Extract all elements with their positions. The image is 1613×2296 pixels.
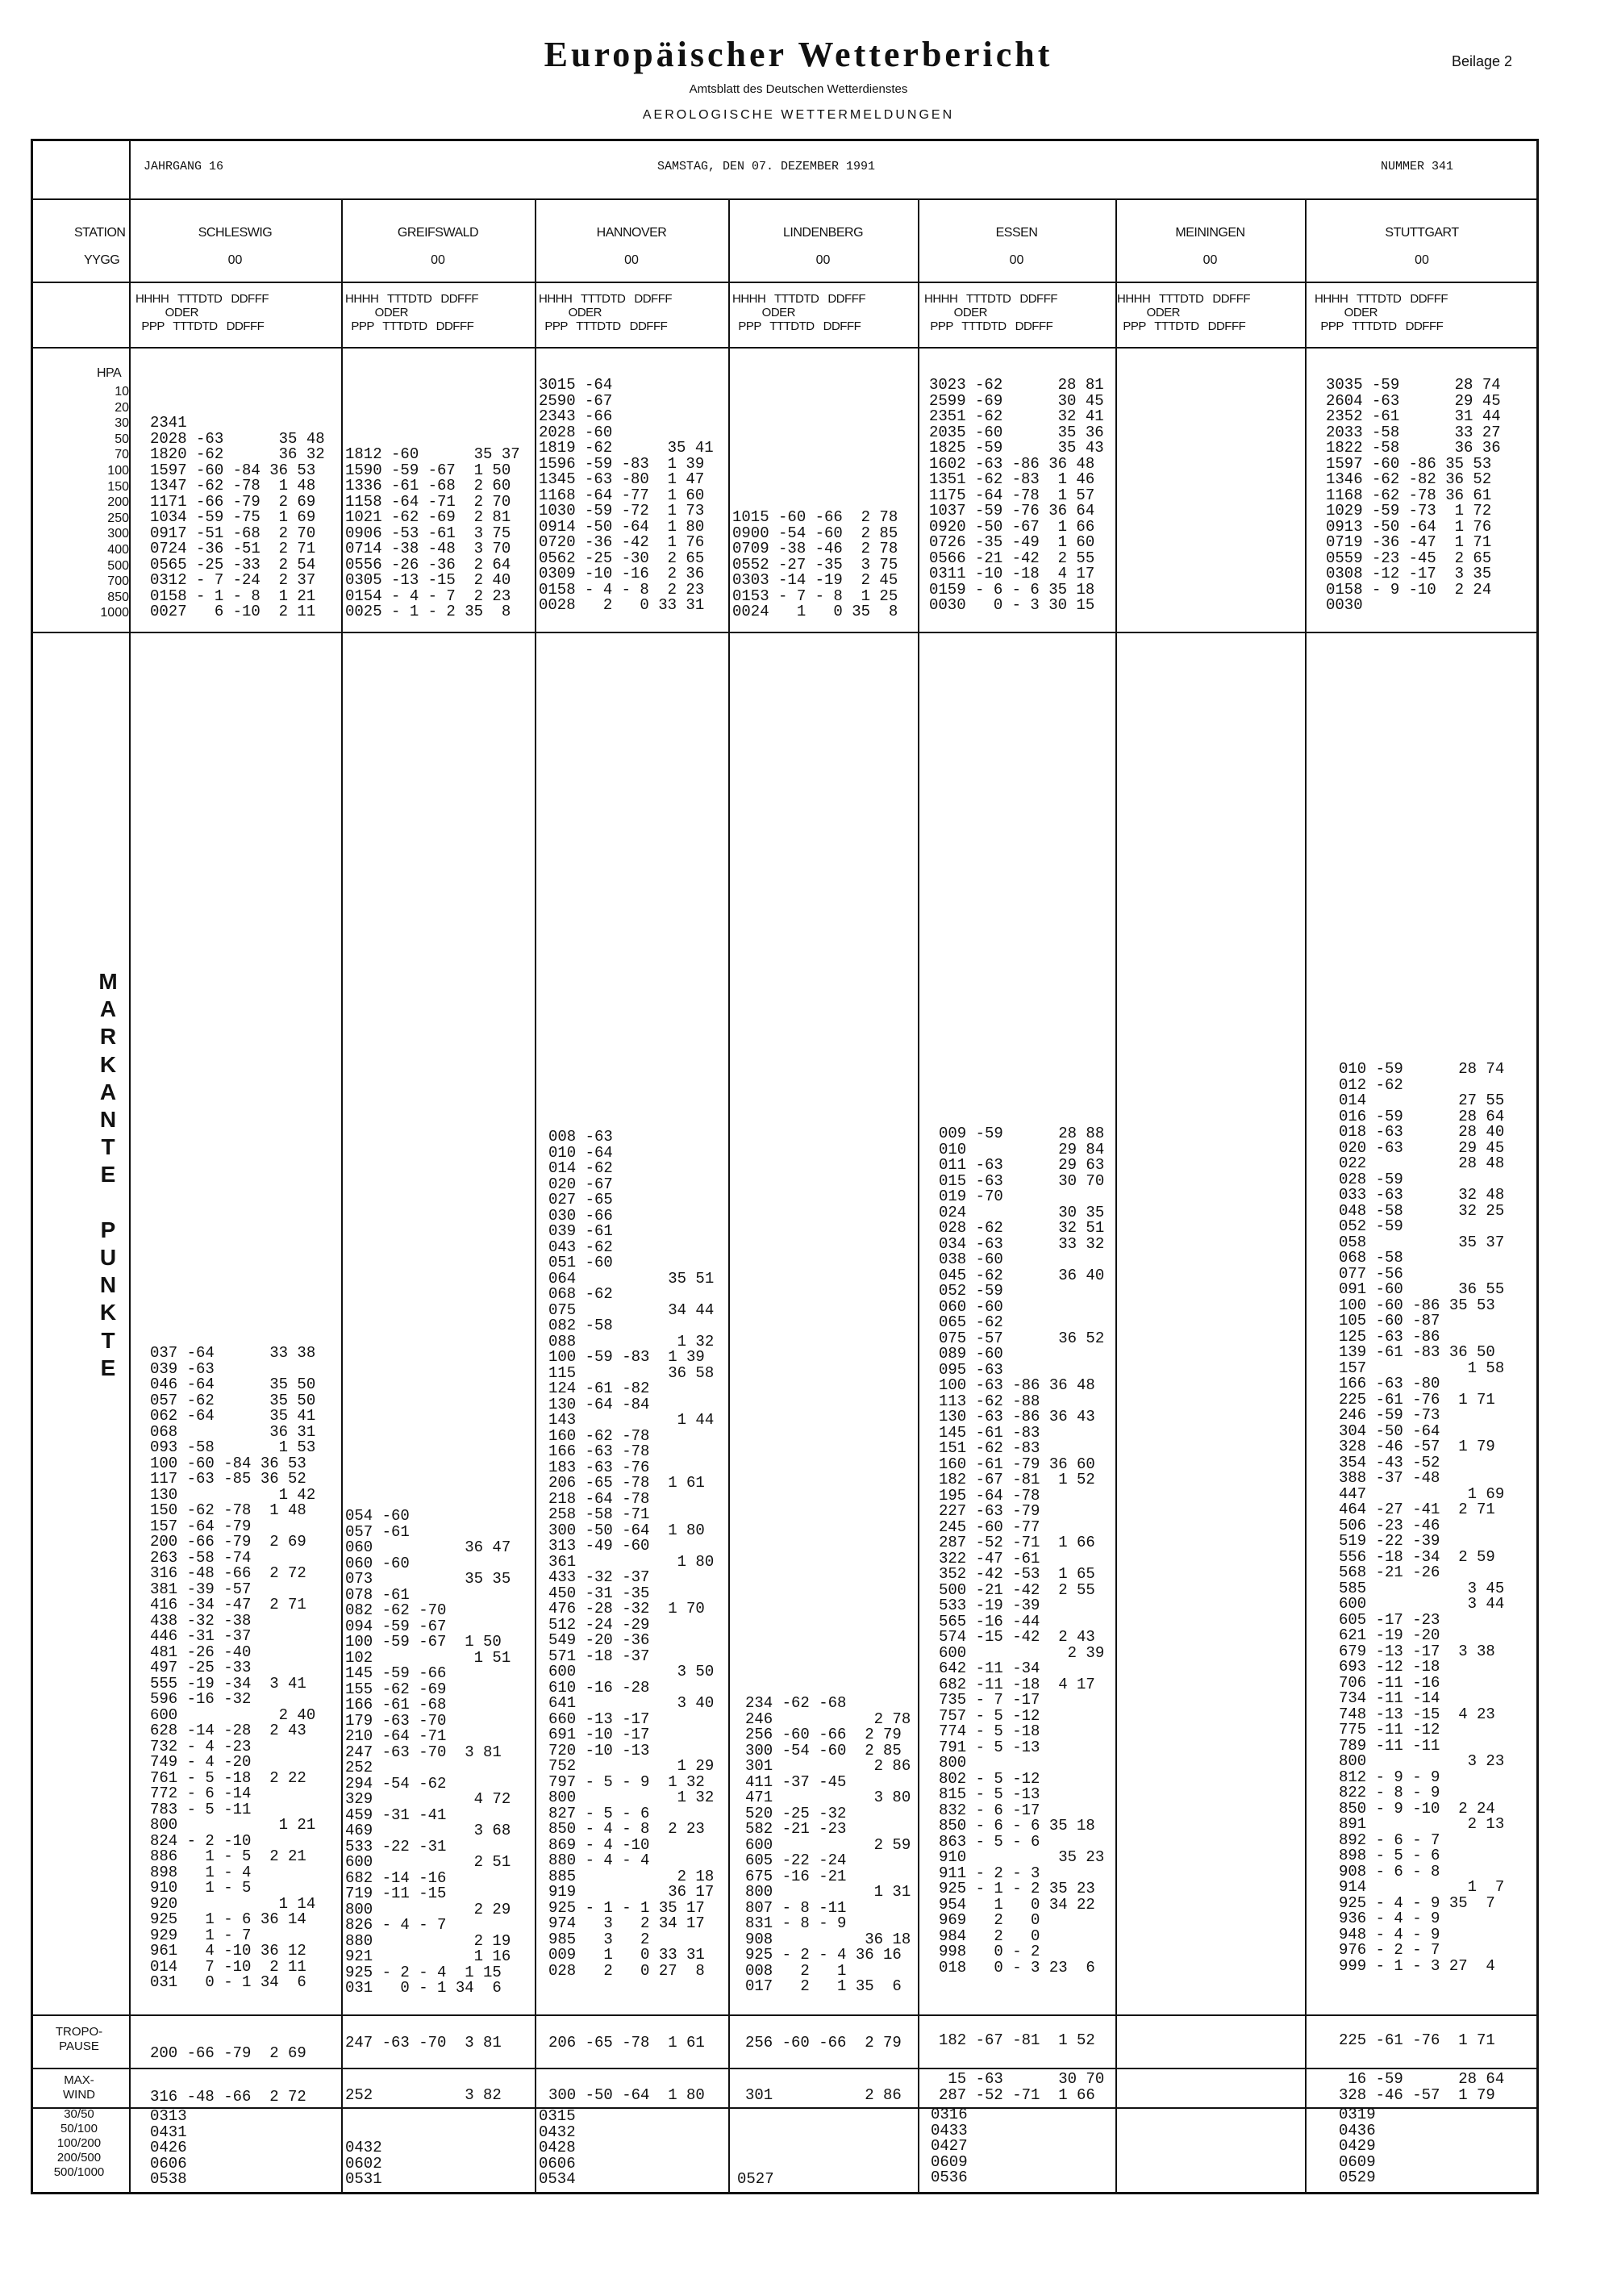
yygg-label: YYGG <box>84 253 120 267</box>
page-title: Europäischer Wetterbericht <box>544 35 1053 74</box>
station-name: STUTTGART <box>1385 226 1459 240</box>
tropopause-values: 247 -63 -70 3 81 <box>345 2034 502 2052</box>
rule-markante-punkte <box>31 2014 1539 2016</box>
rule-col-7 <box>1305 198 1307 2194</box>
maxwind-values: 252 3 82 <box>345 2086 502 2104</box>
rule-station <box>31 282 1539 283</box>
station-label: STATION <box>74 226 126 240</box>
column-header: HHHH TTTDTD DDFFF ODER PPP TTTDTD DDFFF <box>1117 292 1251 333</box>
station-name: HANNOVER <box>596 226 667 240</box>
significant-points: 009 -59 28 88 010 29 84 011 -63 29 63 015 -63 30 70 019 -70 024 30 35 028 -62 32 51 034 -63 33 32 038 -60 045 -62 36 40 052 -59 060 -60 065 -62 075 -57 36 52 089 -60 095 -63 100 -63 -86 36 48 113 -62 -88 130 -63 -86 36 43 145 -61 -83 151 -62 -83 160 -61 -79 36 60 182 -67 -81 1 52 195 -64 -78 227 -63 -79 245 -60 -77 287 -52 -71 1 66 322 -47 -61 352 -42 -53 1 65 500 -21 -42 2 55 533 -19 -39 565 -16 -44 574 -15 -42 2 43 600 2 39 642 -11 -34 682 -11 -18 4 17 735 - 7 -17 757 - 5 -12 774 - 5 -18 791 - 5 -13 800 802 - 5 -12 815 - 5 -13 832 - 6 -17 850 - 6 - 6 35 18 863 - 5 - 6 910 35 23 911 - 2 - 3 925 - 1 - 2 35 23 954 1 0 34 22 969 2 0 984 2 0 998 0 - 2 018 0 - 3 23 6 <box>939 1125 1105 1977</box>
column-header: HHHH TTTDTD DDFFF ODER PPP TTTDTD DDFFF <box>345 292 479 333</box>
layer-thickness-values: 0527 <box>737 2170 774 2188</box>
significant-points: 234 -62 -68 246 2 78 256 -60 -66 2 79 300 -54 -60 2 85 301 2 86 411 -37 -45 471 3 80 520 -25 -32 582 -21 -23 600 2 59 605 -22 -24 675 -16 -21 800 1 31 807 - 8 -11 831 - 8 - 9 908 36 18 925 - 2 - 4 36 16 008 2 1 017 2 1 35 6 <box>745 1694 911 1995</box>
rule-tropopause <box>31 2068 1539 2069</box>
layer-thickness-values: 0315 0432 0428 0606 0534 <box>539 2107 576 2188</box>
rule-maxwind <box>31 2107 1539 2109</box>
standard-levels: 2341 2028 -63 35 48 1820 -62 36 32 1597 -60 -84 36 53 1347 -62 -78 1 48 1171 -66 -79 2 69 1034 -59 -75 1 69 0917 -51 -68 2 70 0724 -36 -51 2 71 0565 -25 -33 2 54 0312 - 7 -24 2 37 0158 - 1 - 8 1 21 0027 6 -10 2 11 <box>150 414 325 620</box>
maxwind-values: 16 -59 28 64 328 -46 -57 1 79 <box>1339 2070 1505 2104</box>
tropopause-values: 225 -61 -76 1 71 <box>1339 2031 1495 2049</box>
standard-levels: 3035 -59 28 74 2604 -63 29 45 2352 -61 31 44 2033 -58 33 27 1822 -58 36 36 1597 -60 -86 35 53 1346 -62 -82 36 52 1168 -62 -78 36 61 1029 -59 -73 1 72 0913 -50 -64 1 76 0719 -36 -47 1 71 0559 -23 -45 2 65 0308 -12 -17 3 35 0158 - 9 -10 2 24 0030 <box>1326 376 1501 614</box>
significant-points: 054 -60 057 -61 060 36 47 060 -60 073 35 35 078 -61 082 -62 -70 094 -59 -67 100 -59 -67 1 50 102 1 51 145 -59 -66 155 -62 -69 166 -61 -68 179 -63 -70 210 -64 -71 247 -63 -70 3 81 252 294 -54 -62 329 4 72 459 -31 -41 469 3 68 533 -22 -31 600 2 51 682 -14 -16 719 -11 -15 800 2 29 826 - 4 - 7 880 2 19 921 1 16 925 - 2 - 4 1 15 031 0 - 1 34 6 <box>345 1507 511 1997</box>
rule-col-4 <box>728 198 730 2194</box>
column-header: HHHH TTTDTD DDFFF ODER PPP TTTDTD DDFFF <box>539 292 673 333</box>
standard-levels: 1015 -60 -66 2 78 0900 -54 -60 2 85 0709 -38 -46 2 78 0552 -27 -35 3 75 0303 -14 -19 2 45 0153 - 7 - 8 1 25 0024 1 0 35 8 <box>732 508 898 620</box>
station-time: 00 <box>624 253 639 267</box>
layer-thickness-labels: 30/50 50/100 100/200 200/500 500/1000 <box>53 2107 105 2179</box>
column-header: HHHH TTTDTD DDFFF ODER PPP TTTDTD DDFFF <box>1315 292 1448 333</box>
layer-thickness-values: 0313 0431 0426 0606 0538 <box>150 2107 187 2188</box>
station-name: GREIFSWALD <box>397 226 479 240</box>
pressure-levels: 10 20 30 50 70 100 150 200 250 300 400 500 700 850 1000 <box>100 385 129 620</box>
issue-number: NUMMER 341 <box>1381 160 1454 173</box>
layer-thickness-values: 0316 0433 0427 0609 0536 <box>931 2106 968 2186</box>
column-header: HHHH TTTDTD DDFFF ODER PPP TTTDTD DDFFF <box>924 292 1058 333</box>
maxwind-label: MAX- WIND <box>63 2073 95 2102</box>
station-time: 00 <box>431 253 445 267</box>
rule-col-6 <box>1115 198 1117 2194</box>
issue-date: SAMSTAG, DEN 07. DEZEMBER 1991 <box>657 160 876 173</box>
rule-meta <box>31 198 1539 200</box>
rule-colheads <box>31 347 1539 349</box>
standard-levels: 3015 -64 2590 -67 2343 -66 2028 -60 1819 -62 35 41 1596 -59 -83 1 39 1345 -63 -80 1 47 1168 -64 -77 1 60 1030 -59 -72 1 73 0914 -50 -64 1 80 0720 -36 -42 1 76 0562 -25 -30 2 65 0309 -10 -16 2 36 0158 - 4 - 8 2 23 0028 2 0 33 31 <box>539 376 714 614</box>
page-subtitle: Amtsblatt des Deutschen Wetterdienstes <box>689 82 908 96</box>
station-name: ESSEN <box>995 226 1038 240</box>
station-name: MEININGEN <box>1175 226 1245 240</box>
hpa-label: HPA <box>97 366 122 380</box>
layer-thickness-values: 0432 0602 0531 <box>345 2139 382 2188</box>
tropopause-values: 256 -60 -66 2 79 <box>745 2034 902 2052</box>
station-time: 00 <box>815 253 831 267</box>
jahrgang: JAHRGANG 16 <box>144 160 224 173</box>
significant-points: 008 -63 010 -64 014 -62 020 -67 027 -65 030 -66 039 -61 043 -62 051 -60 064 35 51 068 -62 075 34 44 082 -58 088 1 32 100 -59 -83 1 39 115 36 58 124 -61 -82 130 -64 -84 143 1 44 160 -62 -78 166 -63 -78 183 -63 -76 206 -65 -78 1 61 218 -64 -78 258 -58 -71 300 -50 -64 1 80 313 -49 -60 361 1 80 433 -32 -37 450 -31 -35 476 -28 -32 1 70 512 -24 -29 549 -20 -36 571 -18 -37 600 3 50 610 -16 -28 641 3 40 660 -13 -17 691 -10 -17 720 -10 -13 752 1 29 797 - 5 - 9 1 32 800 1 32 827 - 5 - 6 850 - 4 - 8 2 23 869 - 4 -10 880 - 4 - 4 885 2 18 919 36 17 925 - 1 - 1 35 17 974 3 2 34 17 985 3 2 009 1 0 33 31 028 2 0 27 8 <box>548 1128 715 1980</box>
section-heading: AEROLOGISCHE WETTERMELDUNGEN <box>642 108 955 122</box>
rule-col-5 <box>918 198 919 2194</box>
station-name: SCHLESWIG <box>198 226 273 240</box>
significant-points: 010 -59 28 74 012 -62 014 27 55 016 -59 28 64 018 -63 28 40 020 -63 29 45 022 28 48 028 -59 033 -63 32 48 048 -58 32 25 052 -59 058 35 37 068 -58 077 -56 091 -60 36 55 100 -60 -86 35 53 105 -60 -87 125 -63 -86 139 -61 -83 36 50 157 1 58 166 -63 -80 225 -61 -76 1 71 246 -59 -73 304 -50 -64 328 -46 -57 1 79 354 -43 -52 388 -37 -48 447 1 69 464 -27 -41 2 71 506 -23 -46 519 -22 -39 556 -18 -34 2 59 568 -21 -26 585 3 45 600 3 44 605 -17 -23 621 -19 -20 679 -13 -17 3 38 693 -12 -18 706 -11 -16 734 -11 -14 748 -13 -15 4 23 775 -11 -12 789 -11 -11 800 3 23 812 - 9 - 9 822 - 8 - 9 850 - 9 -10 2 24 891 2 13 892 - 6 - 7 898 - 5 - 6 908 - 6 - 8 914 1 7 925 - 4 - 9 35 7 936 - 4 - 9 948 - 4 - 9 976 - 2 - 7 999 - 1 - 3 27 4 <box>1339 1060 1505 1975</box>
standard-levels: 3023 -62 28 81 2599 -69 30 45 2351 -62 32 41 2035 -60 35 36 1825 -59 35 43 1602 -63 -86 36 48 1351 -62 -83 1 46 1175 -64 -78 1 57 1037 -59 -76 36 64 0920 -50 -67 1 66 0726 -35 -49 1 60 0566 -21 -42 2 55 0311 -10 -18 4 17 0159 - 6 - 6 35 18 0030 0 - 3 30 15 <box>929 376 1104 614</box>
maxwind-values: 301 2 86 <box>745 2086 902 2104</box>
tropopause-values: 206 -65 -78 1 61 <box>548 2034 705 2052</box>
supplement-label: Beilage 2 <box>1452 53 1513 69</box>
tropopause-values: 182 -67 -81 1 52 <box>939 2031 1095 2049</box>
layer-thickness-values: 0319 0436 0429 0609 0529 <box>1339 2106 1376 2186</box>
markante-punkte-label: M A R K A N T E P U N K T E <box>98 969 118 1380</box>
station-name: LINDENBERG <box>782 226 864 240</box>
tropopause-values: 200 -66 -79 2 69 <box>150 2044 306 2062</box>
maxwind-values: 15 -63 30 70 287 -52 -71 1 66 <box>939 2070 1105 2104</box>
station-time: 00 <box>1202 253 1218 267</box>
standard-levels: 1812 -60 35 37 1590 -59 -67 1 50 1336 -61 -68 2 60 1158 -64 -71 2 70 1021 -62 -69 2 81 0906 -53 -61 3 75 0714 -38 -48 3 70 0556 -26 -36 2 64 0305 -13 -15 2 40 0154 - 4 - 7 2 23 0025 - 1 - 2 35 8 <box>345 445 520 620</box>
column-header: HHHH TTTDTD DDFFF ODER PPP TTTDTD DDFFF <box>732 292 866 333</box>
significant-points: 037 -64 33 38 039 -63 046 -64 35 50 057 -62 35 50 062 -64 35 41 068 36 31 093 -58 1 53 100 -60 -84 36 53 117 -63 -85 36 52 130 1 42 150 -62 -78 1 48 157 -64 -79 200 -66 -79 2 69 263 -58 -74 316 -48 -66 2 72 381 -39 -57 416 -34 -47 2 71 438 -32 -38 446 -31 -37 481 -26 -40 497 -25 -33 555 -19 -34 3 41 596 -16 -32 600 2 40 628 -14 -28 2 43 732 - 4 -23 749 - 4 -20 761 - 5 -18 2 22 772 - 6 -14 783 - 5 -11 800 1 21 824 - 2 -10 886 1 - 5 2 21 898 1 - 4 910 1 - 5 920 1 14 925 1 - 6 36 14 929 1 - 7 961 4 -10 36 12 014 7 -10 2 11 031 0 - 1 34 6 <box>150 1344 316 1991</box>
maxwind-values: 316 -48 -66 2 72 <box>150 2088 306 2106</box>
column-header: HHHH TTTDTD DDFFF ODER PPP TTTDTD DDFFF <box>135 292 269 333</box>
rule-col-2 <box>341 198 343 2194</box>
station-time: 00 <box>1009 253 1024 267</box>
maxwind-values: 300 -50 -64 1 80 <box>548 2086 705 2104</box>
rule-std-levels <box>31 632 1539 633</box>
rule-col-3 <box>535 198 536 2194</box>
station-time: 00 <box>227 253 243 267</box>
station-time: 00 <box>1415 253 1429 267</box>
tropopause-label: TROPO- PAUSE <box>55 2025 103 2053</box>
